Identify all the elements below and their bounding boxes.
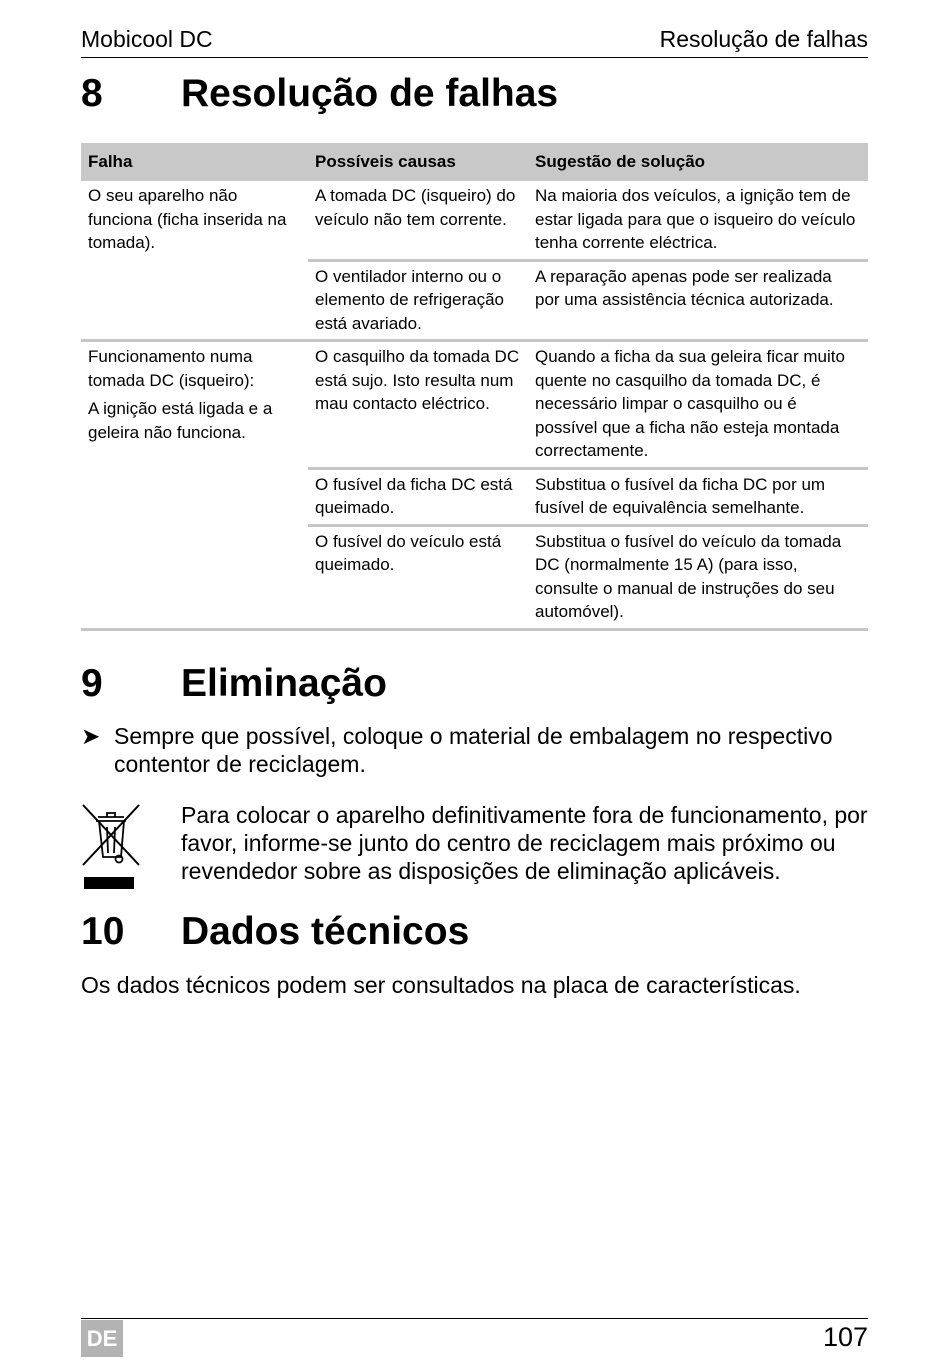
solution-cell: Quando a ficha da sua geleira ficar muito quente no casquilho da tomada DC, é necessário limpar o casquilho ou é possível que a ficha não esteja montada correctamente. bbox=[528, 341, 868, 469]
column-header-fault: Falha bbox=[81, 143, 308, 181]
solution-cell: Substitua o fusível do veículo da tomada DC (normalmente 15 A) (para isso, consulte o manual de instruções do seu automóvel). bbox=[528, 525, 868, 629]
section-title: Eliminação bbox=[181, 662, 387, 705]
disposal-instruction-text: Para colocar o aparelho definitivamente fora de funcionamento, por favor, informe-se junto do centro de reciclagem mais próximo ou revendedor sobre as disposições de eliminação aplicáveis. bbox=[181, 802, 868, 884]
cause-cell: A tomada DC (isqueiro) do veículo não tem corrente. bbox=[308, 181, 528, 260]
crossed-out-wheelie-bin-icon bbox=[81, 803, 141, 891]
section-number: 8 bbox=[81, 72, 103, 115]
technical-data-text: Os dados técnicos podem ser consultados na placa de características. bbox=[81, 972, 801, 998]
section-number: 9 bbox=[81, 662, 103, 705]
section-title: Dados técnicos bbox=[181, 910, 470, 953]
column-header-solution: Sugestão de solução bbox=[528, 143, 868, 181]
solution-cell: A reparação apenas pode ser realizada por uma assistência técnica autorizada. bbox=[528, 260, 868, 341]
footer-divider bbox=[81, 1318, 868, 1319]
header-product-name: Mobicool DC bbox=[81, 26, 213, 52]
column-header-causes: Possíveis causas bbox=[308, 143, 528, 181]
table-row bbox=[81, 341, 868, 469]
troubleshooting-table bbox=[81, 143, 868, 631]
arrow-bullet-icon: ➤ bbox=[81, 723, 101, 749]
page-header bbox=[81, 26, 868, 58]
fault-text: Funcionamento numa tomada DC (isqueiro): bbox=[88, 347, 255, 390]
section-number: 10 bbox=[81, 910, 125, 953]
table-header-row bbox=[81, 143, 868, 181]
cause-cell: O fusível do veículo está queimado. bbox=[308, 525, 528, 629]
solution-cell: Substitua o fusível da ficha DC por um fusível de equivalência semelhante. bbox=[528, 468, 868, 525]
table-row bbox=[81, 181, 868, 260]
section-title: Resolução de falhas bbox=[181, 72, 559, 115]
cause-cell: O ventilador interno ou o elemento de refrigeração está avariado. bbox=[308, 260, 528, 341]
header-chapter-name: Resolução de falhas bbox=[659, 26, 868, 52]
language-badge: DE bbox=[81, 1320, 123, 1357]
solution-cell: Na maioria dos veículos, a ignição tem de estar ligada para que o isqueiro do veículo tenha corrente eléctrica. bbox=[528, 181, 868, 260]
page-number: 107 bbox=[822, 1322, 868, 1352]
fault-cell bbox=[81, 181, 308, 341]
instruction-text: Sempre que possível, coloque o material de embalagem no respectivo contentor de reciclagem. bbox=[114, 723, 833, 777]
fault-text: A ignição está ligada e a geleira não funciona. bbox=[88, 399, 273, 442]
fault-cell bbox=[81, 341, 308, 630]
fault-text: O seu aparelho não funciona (ficha inserida na tomada). bbox=[88, 186, 287, 252]
cause-cell: O fusível da ficha DC está queimado. bbox=[308, 468, 528, 525]
cause-cell: O casquilho da tomada DC está sujo. Isto resulta num mau contacto eléctrico. bbox=[308, 341, 528, 469]
